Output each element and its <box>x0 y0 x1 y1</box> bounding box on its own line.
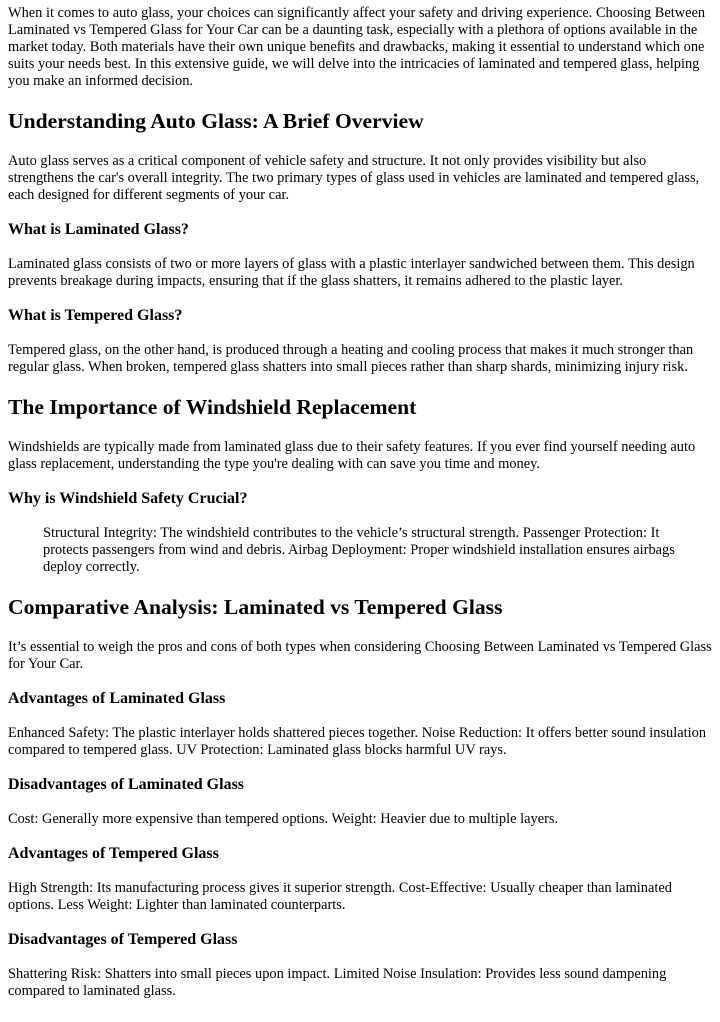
laminated-advantages-heading: Advantages of Laminated Glass <box>8 690 226 707</box>
overview-paragraph: Auto glass serves as a critical component of vehicle safety and structure. It not only provides visibility but also strengthens the car's overall integrity. The two primary types of glass used in vehicles are laminated and tempered glass, each designed for different segments of your car. <box>8 153 700 203</box>
intro-paragraph: When it comes to auto glass, your choices can significantly affect your safety and driving experience. Choosing Between Laminated vs Tempered Glass for Your Car can be a daunting task, especially with a plethora of options available in the market today. Both materials have their own unique benefits and drawbacks, making it essential to understand which one suits your needs best. In this extensive guide, we will delve into the intricacies of laminated and tempered glass, helping you make an informed decision. <box>8 5 706 89</box>
tempered-heading: What is Tempered Glass? <box>8 307 183 324</box>
laminated-disadvantages-heading: Disadvantages of Laminated Glass <box>8 776 245 793</box>
comparative-heading: Comparative Analysis: Laminated vs Tempered Glass <box>8 595 503 619</box>
laminated-disadvantages-paragraph: Cost: Generally more expensive than tempered options. Weight: Heavier due to multiple layers. <box>8 811 559 827</box>
overview-heading: Understanding Auto Glass: A Brief Overview <box>8 109 424 133</box>
laminated-heading: What is Laminated Glass? <box>8 221 189 238</box>
tempered-paragraph: Tempered glass, on the other hand, is produced through a heating and cooling process that makes it much stronger than regular glass. When broken, tempered glass shatters into small pieces rather than sharp shards, minimizing injury risk. <box>8 342 694 375</box>
safety-heading: Why is Windshield Safety Crucial? <box>8 490 248 507</box>
windshield-heading: The Importance of Windshield Replacement <box>8 395 417 419</box>
article <box>0 5 720 1000</box>
tempered-advantages-heading: Advantages of Tempered Glass <box>8 845 219 862</box>
comparative-paragraph: It’s essential to weigh the pros and cons of both types when considering Choosing Between Laminated vs Tempered Glass for Your Car. <box>8 639 712 672</box>
tempered-advantages-paragraph: High Strength: Its manufacturing process gives it superior strength. Cost-Effective: Usually cheaper than laminated options. Less Weight: Lighter than laminated counterparts. <box>8 880 672 913</box>
windshield-paragraph: Windshields are typically made from laminated glass due to their safety features. If you ever find yourself needing auto glass replacement, understanding the type you're dealing with can save you time and money. <box>8 439 696 472</box>
laminated-paragraph: Laminated glass consists of two or more layers of glass with a plastic interlayer sandwiched between them. This design prevents breakage during impacts, ensuring that if the glass shatters, it remains adhered to the plastic layer. <box>8 256 695 289</box>
tempered-disadvantages-heading: Disadvantages of Tempered Glass <box>8 931 238 948</box>
laminated-advantages-paragraph: Enhanced Safety: The plastic interlayer holds shattered pieces together. Noise Reduction: It offers better sound insulation compared to tempered glass. UV Protection: Laminated glass blocks harmful UV rays. <box>8 725 707 758</box>
safety-blockquote: Structural Integrity: The windshield contributes to the vehicle’s structural strength. Passenger Protection: It protects passengers from wind and debris. Airbag Deployment: Proper windshield installation ensures airbags deploy correctly. <box>43 525 675 575</box>
tempered-disadvantages-paragraph: Shattering Risk: Shatters into small pieces upon impact. Limited Noise Insulation: Provides less sound dampening compared to laminated glass. <box>8 966 667 999</box>
